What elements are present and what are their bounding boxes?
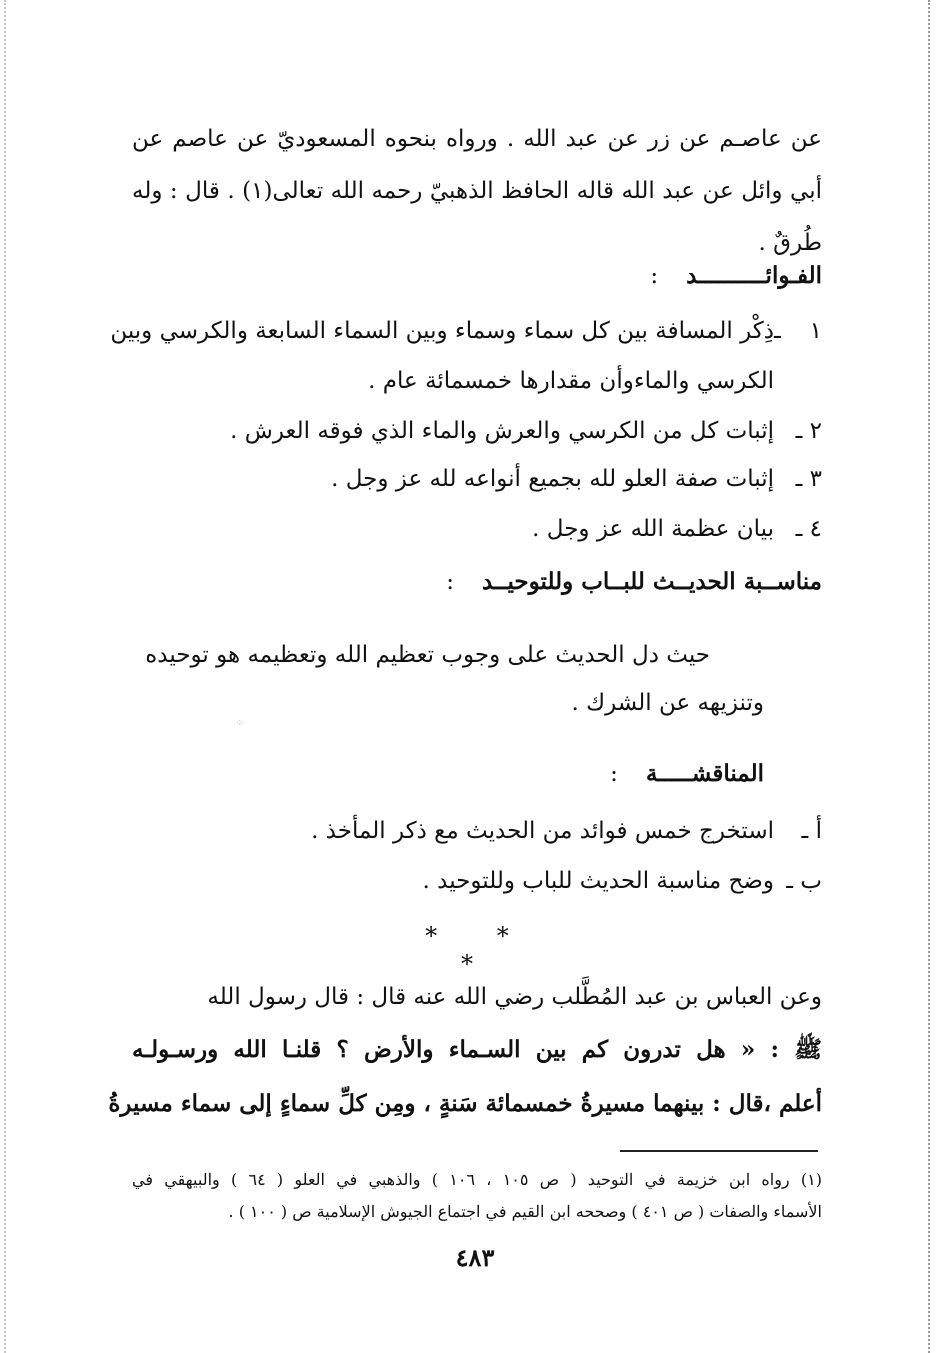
scan-margin-dots [928, 0, 930, 1353]
scan-margin-dots-left [4, 0, 6, 1353]
benefits-colon: : [650, 263, 659, 289]
intro-line-3: طُرقٌ . [758, 230, 822, 256]
discussion-text: استخرج خمس فوائد من الحديث مع ذكر المأخذ . [311, 818, 774, 844]
intro-line-1: عن عاصـم عن زر عن عبد الله . ورواه بنحوه المسعوديّ عن عاصم عن [132, 126, 822, 152]
benefit-text: إثبات كل من الكرسي والعرش والماء الذي فوقه العرش . [230, 418, 774, 444]
footnote-divider [620, 1150, 818, 1152]
relevance-colon: : [446, 569, 454, 595]
benefit-item-2 [132, 418, 822, 444]
hadith-line-1: وعن العباس بن عبد المُطَّلب رضي الله عنه قال : قال رسول الله [207, 984, 822, 1010]
page-number: ٤٨٣ [455, 1243, 495, 1272]
intro-line-2: أبي وائل عن عبد الله قاله الحافظ الذهبيّ رحمه الله تعالى(١) . قال : وله [132, 178, 822, 204]
discussion-letter: أ ـ [801, 818, 822, 844]
benefit-number: ١ ـ [774, 318, 822, 344]
hadith-line-2: ﷺ : « هل تدرون كم بين السـماء والأرض ؟ قلنـا الله ورسـولـه [132, 1036, 822, 1063]
benefit-text: بيان عظمة الله عز وجل . [532, 516, 774, 542]
benefits-heading [650, 262, 822, 289]
benefit-number: ٢ ـ [795, 418, 822, 444]
relevance-line-2: وتنزيهه عن الشرك . [571, 690, 764, 716]
benefit-number: ٤ ـ [795, 516, 822, 542]
footnote-line-2: الأسماء والصفات ( ص ٤٠١ ) وصححه ابن القيم في اجتماع الجيوش الإسلامية ص ( ١٠٠ ) . [228, 1202, 822, 1221]
benefit-text: ذِكْر المسافة بين كل سماء وسماء وبين السماء السابعة والكرسي وبين [110, 318, 774, 344]
discussion-text: وضح مناسبة الحديث للباب وللتوحيد . [422, 868, 774, 894]
relevance-heading [446, 568, 822, 595]
relevance-title: مناســبة الحديــث للبــاب وللتوحيــد [481, 568, 822, 595]
benefit-text: إثبات صفة العلو لله بجميع أنواعه لله عز وجل . [331, 466, 774, 492]
discussion-item-b [132, 868, 822, 894]
benefit-item-3 [132, 466, 822, 492]
benefit-number: ٣ ـ [795, 466, 822, 492]
benefit-item-1-continuation: الكرسي والماءوأن مقدارها خمسمائة عام . [368, 368, 774, 394]
benefit-item-4 [132, 516, 822, 542]
discussion-heading [610, 760, 764, 787]
discussion-item-a [132, 818, 822, 844]
hadith-line-3: أعلم ،قال : بينهما مسيرةُ خمسمائة سَنةٍ ، ومِن كلِّ سماءٍ إلى سماء مسيرةُ [108, 1090, 822, 1117]
section-separator: * * * [425, 922, 535, 978]
discussion-title: المناقشـــــة [645, 760, 764, 787]
benefits-title: الفـوائــــــــــد [686, 262, 822, 289]
scan-speck: ⁘ [235, 718, 244, 729]
footnote-line-1: (١) رواه ابن خزيمة في التوحيد ( ص ١٠٥ ، ١٠٦ ) والذهبي في العلو ( ٦٤ ) والبيهقي في [132, 1170, 822, 1189]
discussion-colon: : [610, 761, 618, 787]
relevance-line-1: حيث دل الحديث على وجوب تعظيم الله وتعظيمه هو توحيده [145, 642, 710, 668]
discussion-letter: ب ـ [786, 868, 822, 894]
benefit-item-1 [110, 318, 822, 344]
